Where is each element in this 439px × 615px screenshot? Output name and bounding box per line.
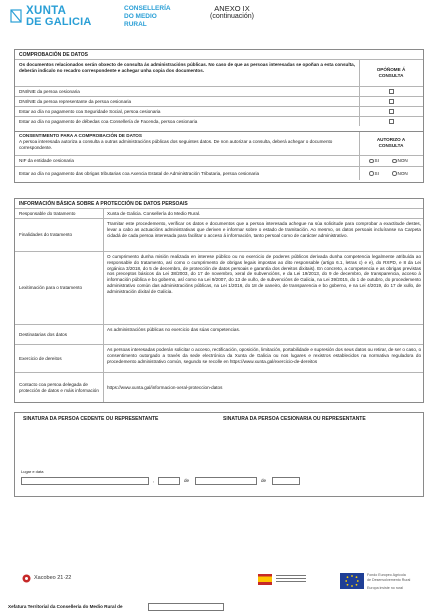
consent-text: A persoa interesada autoriza a consulta a outras administracións públicas dos seguintes datos. De non autorizar a consulta, deberá achegar o documento correspondente. (19, 139, 333, 150)
de-separator: de (184, 478, 190, 483)
consent-item-row (15, 155, 423, 166)
protection-label: Destinatarias dos datos (19, 331, 68, 337)
galicia-wordmark: DE GALICIA (26, 16, 92, 28)
consult-label: DNI/NIE da persoa cesionaria (19, 88, 80, 94)
eu-flag-icon (340, 573, 364, 589)
consult-row (15, 96, 423, 106)
consent-title: CONSENTIMENTO PARA A COMPROBACIÓN DE DATOS (19, 133, 142, 138)
intro-text: Os documentos relacionados serán obxecto de consulta ás administracións públicas. No caso de que as persoas interesadas se opoñan a esta consulta, deberán indicalo no recadro correspondente e achegar unha copia dos documentos. (19, 62, 355, 73)
protection-link[interactable]: https://www.xunta.gal/informacion-xeral-proteccion-datos (107, 385, 223, 391)
ministry-lines-icon (276, 575, 306, 584)
protection-label: Responsable do tratamento (19, 210, 76, 216)
comma-separator: , (153, 478, 155, 483)
consent-item-label: Estar ao día no pagamento das obrigas tributarias coa Axencia Estatal de Administración Tributaria, persoa cesionaria (19, 170, 260, 176)
radio-icon[interactable] (369, 171, 374, 176)
place-date-label: Lugar e data (21, 469, 44, 474)
yes-label: SI (374, 158, 379, 164)
no-label: NON (397, 170, 408, 176)
no-label: NON (397, 158, 408, 164)
xacobeo-icon (22, 574, 31, 583)
yes-option[interactable] (369, 167, 379, 180)
conselleria-line: CONSELLERÍA (124, 5, 171, 12)
xacobeo-text: Xacobeo 21·22 (34, 575, 72, 581)
consent-item-row (15, 166, 423, 180)
protection-text: Xunta de Galicia. Consellería do Medio Rural. (107, 210, 201, 216)
radio-icon[interactable] (369, 159, 374, 164)
yes-label: SI (374, 170, 379, 176)
spain-gov-logo (258, 573, 308, 587)
consult-row (15, 116, 423, 126)
eu-logo (340, 573, 430, 595)
protection-row (15, 251, 423, 324)
consult-label: DNI/NIE da persoa representante da persoa cesionaria (19, 98, 132, 104)
eu-text-line: de Desenvolvemento Rural (367, 577, 411, 582)
protection-text: As persoas interesadas poderán solicitar o acceso, rectificación, oposición, limitación, portabilidade e supresión dos seus datos ou retirar, de ser o caso, o consentimento outorgado a través da sede electrónica da Xunta de Galicia ou nos lugares e rexistros establecidos na normativa reguladora do procedemento administrativo común, segundo se recolle en https://www.xunta.gal/exercicio-de-dereitos (107, 347, 421, 364)
spain-flag-icon (258, 574, 272, 585)
xunta-wordmark: XUNTA (26, 5, 67, 17)
eu-text (367, 573, 410, 591)
protection-text: As administracións públicas no exercicio das súas competencias. (107, 327, 241, 332)
protection-label: Lexitimación para o tratamento (19, 285, 83, 291)
protection-row (15, 218, 423, 251)
signature-box (14, 412, 424, 497)
consult-label: Estar ao día no pagamento coa Seguridade Social, persoa cesionaria (19, 108, 161, 114)
day-input[interactable] (158, 477, 180, 485)
cessionary-signature-label: SINATURA DA PERSOA CESIONARIA OU REPRESENTANTE (223, 416, 366, 422)
protection-row (15, 344, 423, 372)
consult-row (15, 106, 423, 116)
oppose-checkbox[interactable] (389, 99, 394, 104)
oppose-header: OPÓÑOME Á CONSULTA (376, 67, 406, 78)
de-separator: de (261, 478, 267, 483)
protection-text: Tramitar este procedemento, verificar os datos e documentos que a persoa interesada achegue na súa solicitude para comprobar a exactitude destes, levar a cabo as actuacións administrativas que deriven e informar sobre o estado de tramitación. Ao mesmo, os datos persoais incluíranse na Carpeta cidadá de cada persoa interesada para facilitar o acceso á información, tanto persoal como de carácter administrativo. (107, 221, 421, 238)
section-title: COMPROBACIÓN DE DATOS (19, 52, 88, 58)
xunta-logo (10, 5, 120, 29)
authorize-header: AUTORIZO A CONSULTA (376, 137, 406, 148)
protection-text: O cumprimento dunha misión realizada en interese público ou no exercicio de poderes públicos derivada dunha competencia legalmente atribuída ao responsable do tratamento, así como o cumprimento de obrigas legais impostas ao dito responsable (artigo 6.1, letras c) e e), do RXPD, e 8 da Lei orgánica 3/2018, do 5 de decembro, de protección de datos persoais e garantía dos dereitos dixitais). En concreto, a competencia e as obrigas previstas nos preceptos básicos da Lei 38/2003, do 17 de novembro, xeral de subvencións, e da Lei 19/2013, do 9 de decembro, de transparencia, acceso á información pública e bo goberno, así como na Lei 9/2007, do 13 de xuño, de subvencións de Galicia, na Lei 39/2015, do 1 de outubro, do procedemento administrativo común das administracións públicas, na Lei 1/2016, do 18 de xaneiro, de transparencia e bo goberno, e na Lei 4/2019, do 17 de xullo, de administración dixital de Galicia. (107, 254, 421, 294)
annex-title (192, 4, 272, 21)
oppose-checkbox[interactable] (389, 109, 394, 114)
month-input[interactable] (195, 477, 257, 485)
annex-continuation: (continuación) (210, 13, 254, 20)
protection-row (15, 324, 423, 344)
intro-row (15, 59, 423, 86)
eu-text-line: Fondo Europeo Agrícola (367, 573, 406, 577)
protection-label: Contacto coa persoa delegada de protección de datos e máis información (19, 382, 99, 393)
yes-option[interactable] (369, 156, 379, 166)
oppose-checkbox[interactable] (389, 89, 394, 94)
conselleria-name (124, 5, 171, 29)
territorial-office-label: Xefatura Territorial da Consellería do Medio Rural de (8, 604, 123, 609)
protection-row (15, 208, 423, 218)
conselleria-line: RURAL (124, 21, 147, 28)
xunta-emblem-icon (10, 9, 22, 23)
data-protection-table (14, 198, 424, 403)
no-option[interactable] (392, 167, 408, 180)
consult-label: Estar ao día no pagamento de débedas coa Consellería de Facenda, persoa cesionaria (19, 118, 198, 124)
consent-row (15, 131, 423, 155)
conselleria-line: DO MEDIO (124, 13, 157, 20)
annex-label: ANEXO IX (214, 4, 250, 13)
protection-label: Exercicio de dereitos (19, 355, 62, 361)
radio-icon[interactable] (392, 171, 397, 176)
cedent-signature-label: SINATURA DA PERSOA CEDENTE OU REPRESENTANTE (23, 416, 159, 422)
oppose-checkbox[interactable] (389, 119, 394, 124)
territorial-office-input[interactable] (148, 603, 224, 611)
section-title: INFORMACIÓN BÁSICA SOBRE A PROTECCIÓN DE DATOS PERSOAIS (19, 201, 188, 207)
protection-row (15, 372, 423, 403)
radio-icon[interactable] (392, 159, 397, 164)
year-input[interactable] (272, 477, 300, 485)
consult-row (15, 86, 423, 96)
eu-text-line: Europa inviste no rural (367, 586, 403, 591)
place-input[interactable] (21, 477, 149, 485)
no-option[interactable] (392, 156, 408, 166)
data-check-table (14, 49, 424, 183)
consent-item-label: NIF da entidade cesionaria (19, 158, 74, 164)
protection-label: Finalidades do tratamento (19, 232, 73, 238)
